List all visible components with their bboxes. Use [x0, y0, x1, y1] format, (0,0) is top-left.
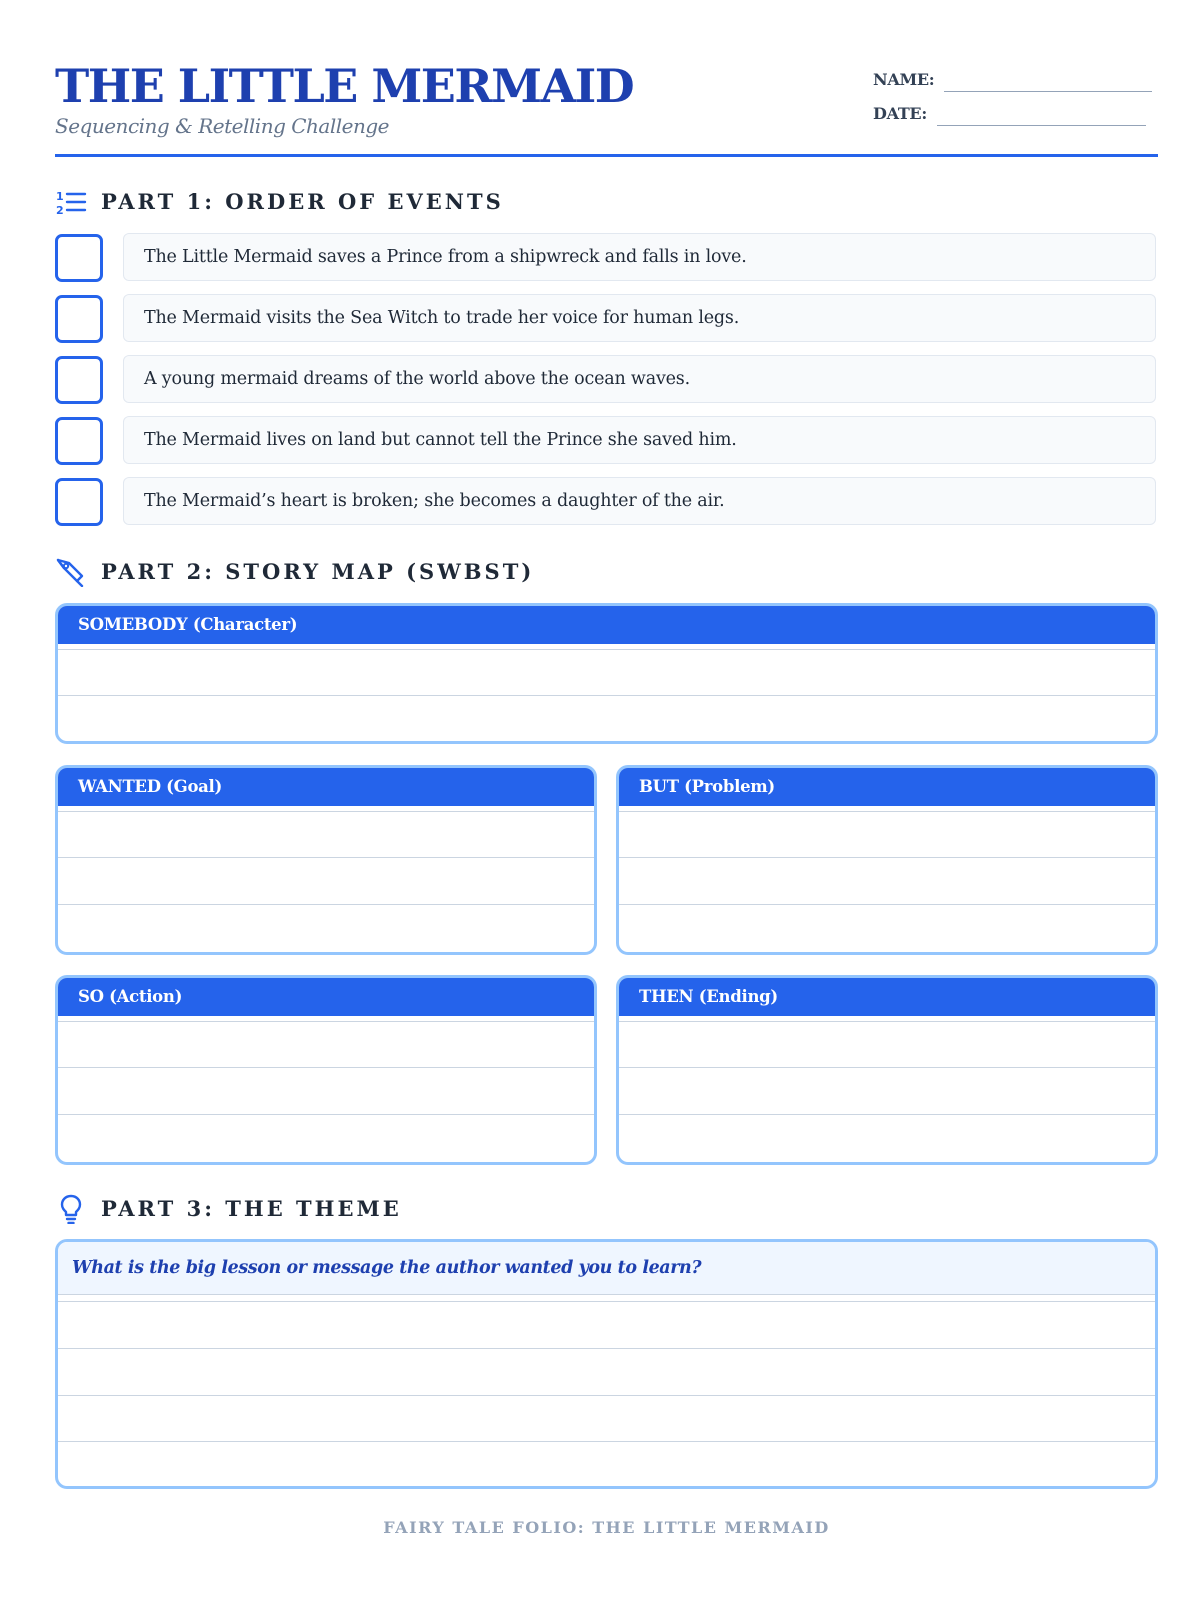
svg-text:2: 2	[56, 204, 64, 217]
student-info	[873, 70, 1158, 138]
order-box-1[interactable]	[55, 234, 103, 282]
so-header	[58, 978, 594, 1016]
name-row	[873, 70, 1158, 104]
order-box-3[interactable]	[55, 356, 103, 404]
writing-line	[619, 1067, 1155, 1068]
writing-line	[58, 1114, 594, 1115]
header	[55, 58, 1158, 158]
event-text: The Little Mermaid saves a Prince from a shipwreck and falls in love.	[144, 247, 747, 267]
but-label: BUT (Problem)	[639, 777, 775, 796]
lightbulb-icon	[55, 1194, 87, 1224]
writing-line	[58, 1301, 1155, 1302]
svg-text:1: 1	[56, 190, 64, 203]
part1-heading	[55, 187, 1158, 217]
name-field[interactable]	[944, 91, 1152, 92]
then-header	[619, 978, 1155, 1016]
wanted-card	[55, 765, 597, 955]
writing-line	[58, 1021, 594, 1022]
header-divider	[55, 154, 1158, 157]
event-card	[123, 477, 1156, 525]
then-card	[616, 975, 1158, 1165]
event-text: The Mermaid visits the Sea Witch to trade her voice for human legs.	[144, 308, 740, 328]
part1-title: PART 1: ORDER OF EVENTS	[101, 189, 504, 214]
then-label: THEN (Ending)	[639, 987, 778, 1006]
writing-line	[58, 904, 594, 905]
event-card	[123, 355, 1156, 403]
event-row	[55, 416, 1158, 466]
part2-heading	[55, 557, 1158, 587]
somebody-header	[58, 606, 1155, 644]
theme-question-band	[58, 1242, 1155, 1294]
writing-line	[58, 649, 1155, 650]
event-text: The Mermaid’s heart is broken; she becomes a daughter of the air.	[144, 491, 725, 511]
wanted-header	[58, 768, 594, 806]
order-box-2[interactable]	[55, 295, 103, 343]
event-card	[123, 233, 1156, 281]
writing-line	[58, 1067, 594, 1068]
footer: FAIRY TALE FOLIO: THE LITTLE MERMAID	[383, 1518, 830, 1537]
event-row	[55, 355, 1158, 405]
theme-card	[55, 1239, 1158, 1489]
date-label: DATE:	[873, 104, 927, 123]
page-title: THE LITTLE MERMAID	[55, 59, 634, 113]
pen-nib-icon	[55, 557, 87, 587]
theme-question: What is the big lesson or message the author wanted you to learn?	[72, 1258, 702, 1278]
writing-line	[58, 1395, 1155, 1396]
writing-line	[58, 1348, 1155, 1349]
but-header	[619, 768, 1155, 806]
event-text: The Mermaid lives on land but cannot tell the Prince she saved him.	[144, 430, 737, 450]
page-subtitle: Sequencing & Retelling Challenge	[55, 114, 389, 138]
writing-line	[58, 695, 1155, 696]
event-row	[55, 233, 1158, 283]
event-card	[123, 416, 1156, 464]
event-text: A young mermaid dreams of the world above the ocean waves.	[144, 369, 690, 389]
name-label: NAME:	[873, 70, 935, 89]
date-row	[873, 104, 1158, 138]
so-label: SO (Action)	[78, 987, 183, 1006]
writing-line	[58, 1294, 1155, 1295]
writing-line	[619, 1114, 1155, 1115]
event-row	[55, 294, 1158, 344]
somebody-label: SOMEBODY (Character)	[78, 615, 298, 634]
date-field[interactable]	[937, 125, 1146, 126]
so-card	[55, 975, 597, 1165]
writing-line	[619, 811, 1155, 812]
event-row	[55, 477, 1158, 527]
order-box-5[interactable]	[55, 478, 103, 526]
writing-line	[58, 1441, 1155, 1442]
event-card	[123, 294, 1156, 342]
wanted-label: WANTED (Goal)	[78, 777, 223, 796]
writing-line	[619, 904, 1155, 905]
numbered-list-icon	[55, 187, 87, 217]
writing-line	[619, 857, 1155, 858]
but-card	[616, 765, 1158, 955]
part2-title: PART 2: STORY MAP (SWBST)	[101, 559, 535, 584]
part3-heading	[55, 1194, 1158, 1224]
order-box-4[interactable]	[55, 417, 103, 465]
writing-line	[58, 857, 594, 858]
somebody-card	[55, 603, 1158, 744]
writing-line	[58, 811, 594, 812]
writing-line	[619, 1021, 1155, 1022]
part3-title: PART 3: THE THEME	[101, 1196, 402, 1221]
